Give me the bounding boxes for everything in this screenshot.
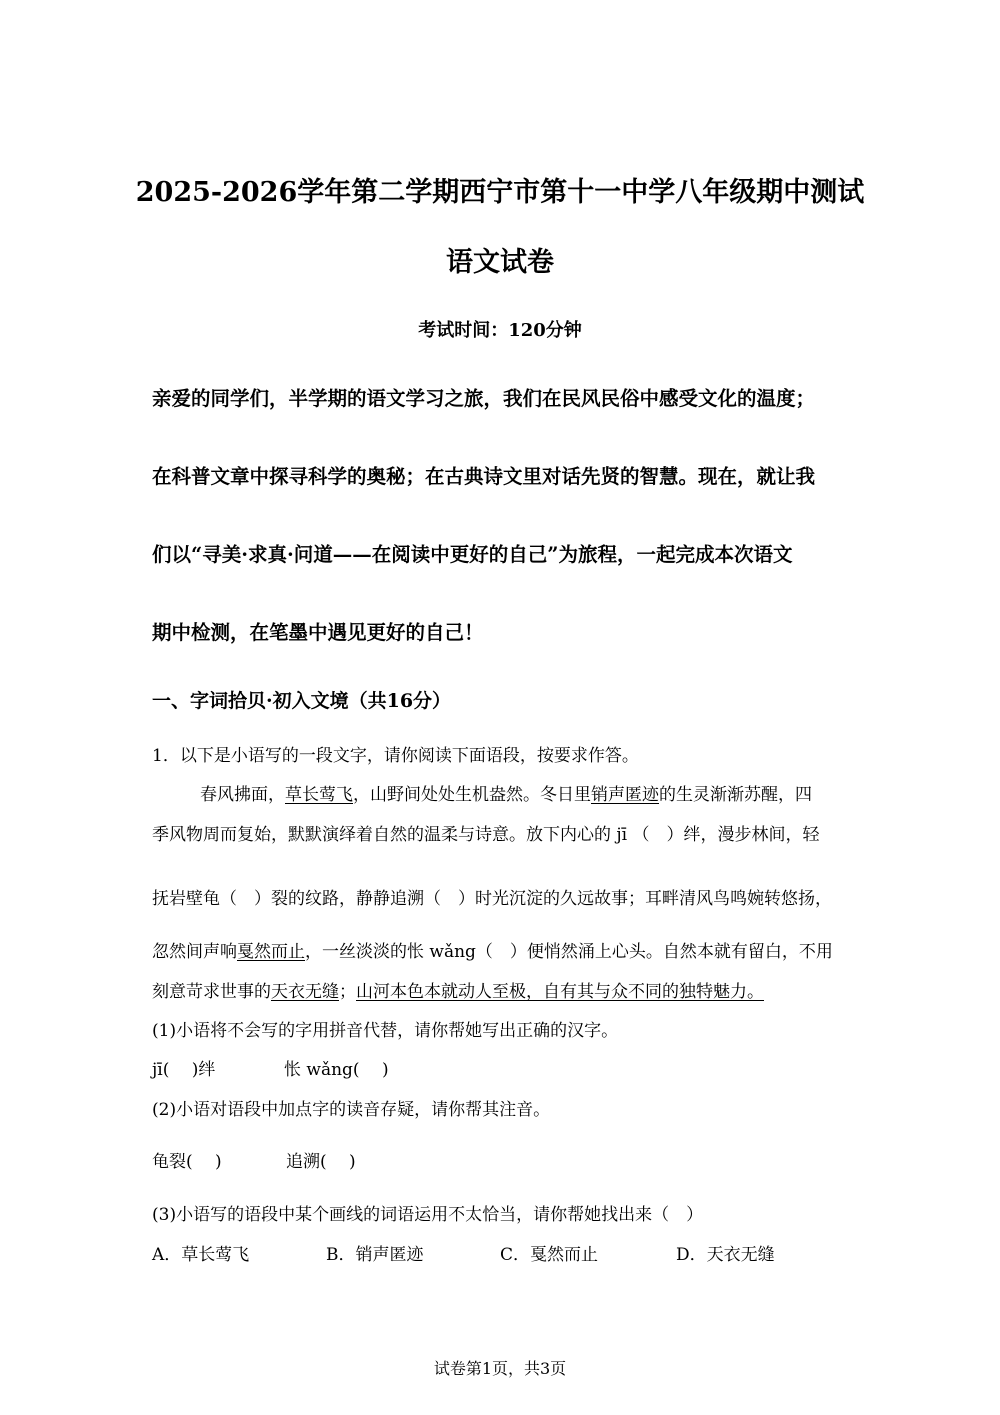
- option-b[interactable]: B．销声匿迹: [326, 1245, 424, 1265]
- passage-line-1: [200, 780, 812, 805]
- passage-line-3: 抚岩壁龟（ ）裂的纹路，静静追溯（ ）时光沉淀的久远故事；耳畔清风鸟鸣婉转悠扬，: [152, 889, 832, 909]
- pinyin-blank-wang[interactable]: 怅 wǎng( ): [284, 1060, 389, 1080]
- passage-text: 忽然间声响: [152, 942, 237, 962]
- question-1-prompt: 1．以下是小语写的一段文字，请你阅读下面语段，按要求作答。: [152, 746, 639, 766]
- passage-text: 的生灵渐渐苏醒，四: [659, 785, 812, 805]
- passage-text: ；: [339, 982, 356, 1002]
- sub-question-1: (1)小语将不会写的字用拼音代替，请你帮她写出正确的汉字。: [152, 1021, 619, 1041]
- pronunciation-blank-guilie[interactable]: 龟裂( ): [152, 1152, 222, 1172]
- intro-line-2: 在科普文章中探寻科学的奥秘；在古典诗文里对话先贤的智慧。现在，就让我: [152, 465, 816, 488]
- exam-subject-title: 语文试卷: [446, 247, 554, 278]
- passage-text: 春风拂面，: [200, 785, 285, 805]
- intro-line-1: 亲爱的同学们，半学期的语文学习之旅，我们在民风民俗中感受文化的温度；: [152, 387, 816, 410]
- sub-question-2: (2)小语对语段中加点字的读音存疑，请你帮其注音。: [152, 1100, 551, 1120]
- passage-line-4: [152, 937, 833, 962]
- exam-time: 考试时间：120分钟: [418, 320, 582, 341]
- pinyin-blank-ji[interactable]: jī( )绊: [152, 1060, 216, 1080]
- intro-line-3: 们以“寻美·求真·问道——在阅读中更好的自己”为旅程，一起完成本次语文: [152, 543, 793, 566]
- sub-question-3: (3)小语写的语段中某个画线的词语运用不太恰当，请你帮她找出来（ ）: [152, 1205, 704, 1225]
- page-footer: 试卷第1页，共3页: [433, 1359, 567, 1378]
- underlined-phrase: 天衣无缝: [271, 982, 339, 1002]
- underlined-phrase: 草长莺飞: [285, 785, 353, 805]
- option-a[interactable]: A．草长莺飞: [152, 1245, 250, 1265]
- pronunciation-blank-zhuisu[interactable]: 追溯( ): [286, 1152, 356, 1172]
- section-heading: 一、字词拾贝·初入文境（共16分）: [152, 690, 452, 712]
- intro-line-4: 期中检测，在笔墨中遇见更好的自己！: [152, 621, 484, 644]
- underlined-phrase: 戛然而止: [237, 942, 305, 962]
- passage-line-5: [152, 977, 764, 1002]
- underlined-phrase: 销声匿迹: [591, 785, 659, 805]
- underlined-sentence: 山河本色本就动人至极，自有其与众不同的独特魅力。: [356, 982, 764, 1002]
- option-d[interactable]: D．天衣无缝: [676, 1245, 775, 1265]
- passage-text: 刻意苛求世事的: [152, 982, 271, 1002]
- passage-text: ，山野间处处生机盎然。冬日里: [353, 785, 591, 805]
- option-c[interactable]: C．戛然而止: [500, 1245, 599, 1265]
- passage-line-2: 季风物周而复始，默默演绎着自然的温柔与诗意。放下内心的 jī （ ）绊，漫步林间，轻: [152, 825, 820, 845]
- passage-text: ，一丝淡淡的怅 wǎng（ ）便悄然涌上心头。自然本就有留白，不用: [305, 942, 833, 962]
- exam-title: 2025-2026学年第二学期西宁市第十一中学八年级期中测试: [135, 177, 865, 208]
